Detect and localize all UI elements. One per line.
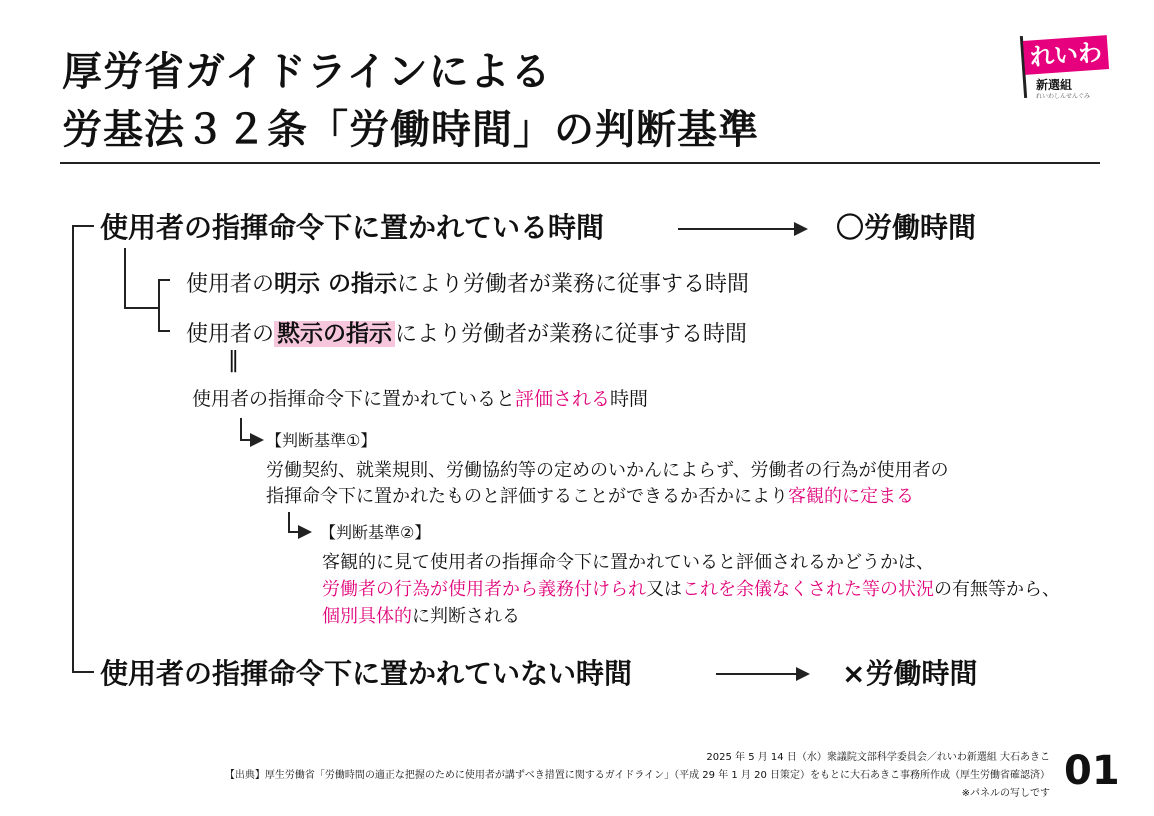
inner-bracket-connector <box>124 307 160 309</box>
outer-bracket-line <box>72 225 74 672</box>
criterion2-line3-post: に判断される <box>412 606 520 627</box>
page-title-line2: 労基法３２条「労働時間」の判断基準 <box>62 107 759 153</box>
logo-subtitle: 新選組 <box>1036 78 1073 92</box>
sub-bracket-top <box>158 279 170 281</box>
implicit-post: により労働者が業務に従事する時間 <box>395 322 748 347</box>
explicit-pre: 使用者の <box>186 272 275 297</box>
arrow-right-icon <box>288 531 310 533</box>
page-title-line1: 厚労省ガイドラインによる <box>62 49 552 95</box>
logo-tiny-text: れいわしんせんぐみ <box>1036 93 1091 100</box>
criterion2-line2 <box>322 575 1060 601</box>
not-under-command-result: ×労働時間 <box>842 657 978 690</box>
evaluated-row <box>192 384 648 411</box>
criterion2-line1: 客観的に見て使用者の指揮命令下に置かれていると評価されるかどうかは、 <box>322 552 934 573</box>
criterion2-arrow-stem <box>288 512 290 532</box>
under-command-result: 〇労働時間 <box>836 211 977 244</box>
arrow-right-icon <box>716 673 808 675</box>
evaluated-emph: 評価される <box>515 388 611 410</box>
criterion2-line3-emph: 個別具体的 <box>322 606 412 627</box>
criterion2-line3 <box>322 602 520 628</box>
implicit-instruction-row <box>186 315 747 348</box>
criterion2-line2-post: の有無等から、 <box>934 579 1060 600</box>
logo-flag: れいわ <box>1023 35 1109 75</box>
evaluated-post: 時間 <box>610 388 649 410</box>
not-under-command-label: 使用者の指揮命令下に置かれていない時間 <box>100 657 633 690</box>
arrow-right-icon <box>678 228 806 230</box>
criterion1-line2-emph: 客観的に定まる <box>788 486 914 507</box>
explicit-instruction-row <box>186 265 749 298</box>
implicit-emph: 黙示の指示 <box>274 321 395 347</box>
explicit-emph: 明示 の指示 <box>274 271 398 297</box>
page-number: 01 <box>1064 748 1120 794</box>
equals-mark: ‖ <box>228 348 239 373</box>
criterion1-label: 【判断基準①】 <box>266 431 377 450</box>
arrow-right-icon <box>240 439 262 441</box>
criterion1-arrow-stem <box>240 418 242 440</box>
footer-source-line: 【出典】厚生労働省「労働時間の適正な把握のために使用者が講ずべき措置に関するガイドライン」（平成 29 年 1 月 20 日策定）をもとに大石あきこ事務所作成（厚生労働省確認済） <box>224 770 1050 781</box>
criterion1-line2-pre: 指揮命令下に置かれたものと評価することができるか否かにより <box>266 486 788 507</box>
criterion1-line1: 労働契約、就業規則、労働協約等の定めのいかんによらず、労働者の行為が使用者の <box>266 460 949 481</box>
evaluated-pre: 使用者の指揮命令下に置かれていると <box>192 388 516 410</box>
implicit-pre: 使用者の <box>186 322 275 347</box>
sub-bracket-line <box>158 279 160 331</box>
reiwa-logo <box>1018 36 1116 102</box>
criterion2-line2-mid: 又は <box>646 579 682 600</box>
explicit-post: により労働者が業務に従事する時間 <box>397 272 750 297</box>
footer-date-line: 2025 年 5 月 14 日（水）衆議院文部科学委員会／れいわ新選組 大石あきこ <box>706 752 1050 763</box>
outer-bracket-top <box>72 225 94 227</box>
criterion2-label: 【判断基準②】 <box>320 523 431 542</box>
footer-note: ※パネルの写しです <box>961 788 1050 799</box>
criterion2-line2-emph1: 労働者の行為が使用者から義務付けられ <box>322 579 646 600</box>
inner-bracket-vertical <box>124 248 126 308</box>
sub-bracket-bottom <box>158 330 170 332</box>
under-command-label: 使用者の指揮命令下に置かれている時間 <box>100 211 605 244</box>
outer-bracket-bottom <box>72 671 94 673</box>
criterion1-line2 <box>266 482 914 508</box>
title-divider <box>60 162 1100 164</box>
criterion2-line2-emph2: これを余儀なくされた等の状況 <box>682 579 934 600</box>
